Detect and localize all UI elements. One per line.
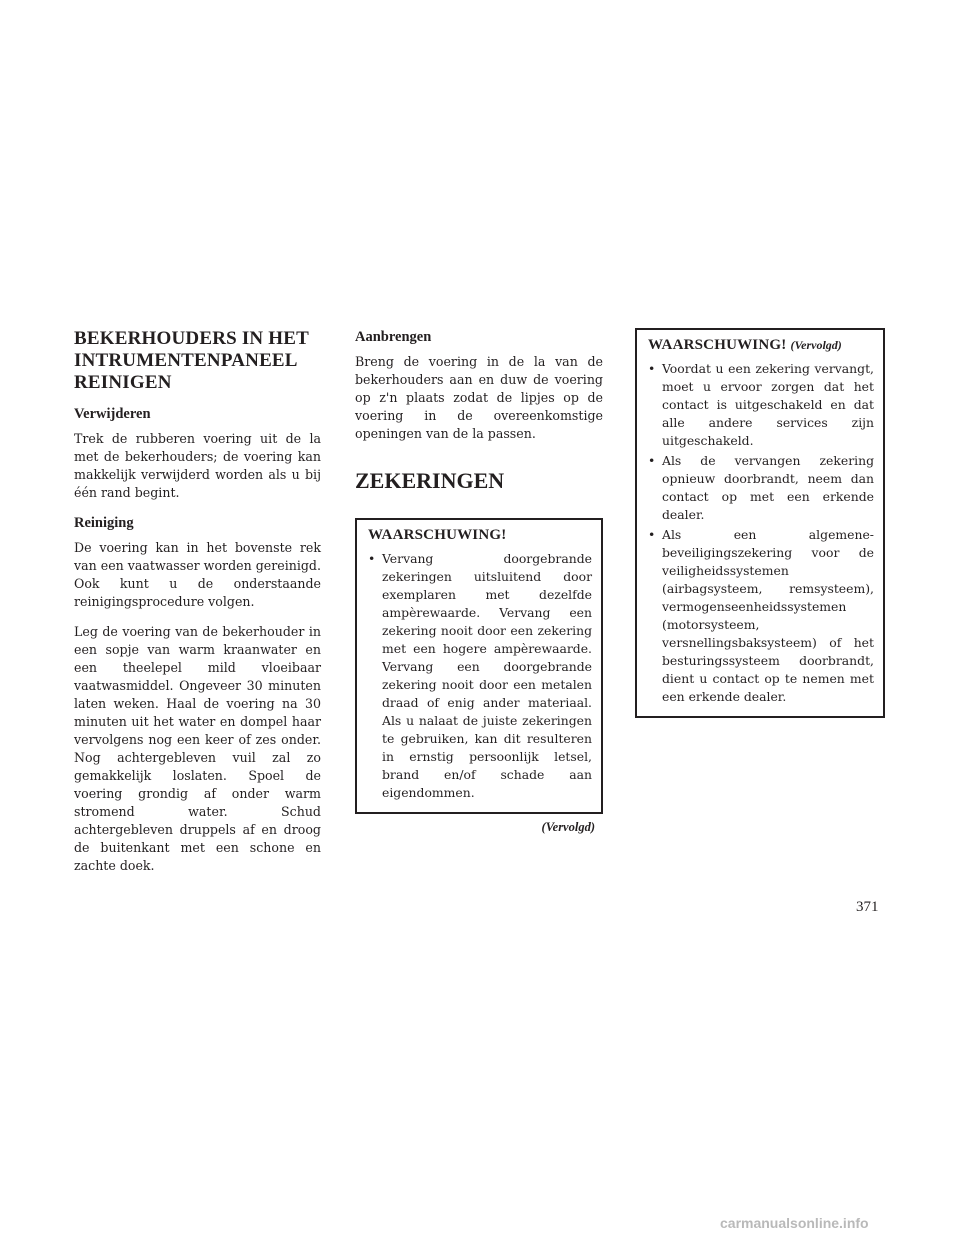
- page-number: 371: [856, 899, 879, 915]
- bullet-icon: •: [368, 551, 376, 566]
- bullet-icon: •: [648, 361, 656, 376]
- continued-note: (Vervolgd): [541, 820, 595, 834]
- warning-list: [368, 550, 592, 802]
- warning-item: [648, 452, 874, 524]
- section-title-zekeringen: ZEKERINGEN: [355, 468, 505, 493]
- warning-list-continued: [648, 360, 874, 706]
- paragraph-reiniging-2: Leg de voering van de bekerhouder in een sopje van warm kraanwater en een theelepel mild vloeibaar vaatwasmiddel. Ongeveer 30 minuten laten weken. Haal de voering na 30 minuten uit het water en dompel haar vervolgens nog een keer of zes onder. Nog achtergebleven vuil zal zo gemakkelijk loslaten. Spoel de voering grondig af onder warm stromend water. Schud achtergebleven druppels af en droog de buitenkant met een schone en zachte doek.: [74, 624, 321, 873]
- watermark: carmanualsonline.info: [720, 1215, 869, 1231]
- warning-item-text: Vervang doorgebrande zekeringen uitsluitend door exemplaren met dezelfde ampèrewaarde. Vervang een zekering nooit door een zekering met een hogere ampèrewaarde. Vervang een doorgebrande zekering nooit door een metalen draad of enig ander materiaal. Als u nalaat de juiste zekeringen te gebruiken, kan dit resulteren in ernstig persoonlijk letsel, brand en/of schade aan eigendommen.: [382, 551, 592, 800]
- right-column: [635, 328, 885, 718]
- paragraph-verwijderen: Trek de rubberen voering uit de la met de bekerhouders; de voering kan makkelijk verwijderd worden als u bij één rand begint.: [74, 431, 321, 500]
- subhead-reiniging: Reiniging: [74, 515, 134, 531]
- bullet-icon: •: [648, 453, 656, 468]
- subhead-verwijderen: Verwijderen: [74, 406, 151, 422]
- subhead-aanbrengen: Aanbrengen: [355, 329, 432, 345]
- warning-item-text: Voordat u een zekering vervangt, moet u ervoor zorgen dat het contact is uitgeschakeld en dat alle andere services zijn uitgeschakeld.: [662, 361, 874, 448]
- paragraph-reiniging-1: De voering kan in het bovenste rek van een vaatwasser worden gereinigd. Ook kunt u de onderstaande reinigingsprocedure volgen.: [74, 540, 321, 609]
- warning-item: [648, 526, 874, 706]
- warning-box: [355, 518, 603, 814]
- warning-title-continued: [648, 335, 874, 355]
- section-title-cupholders: BEKERHOUDERS IN HET INTRUMENTENPANEEL REINIGEN: [74, 328, 309, 393]
- left-column: [74, 328, 321, 887]
- warning-title-text: WAARSCHUWING!: [648, 337, 787, 353]
- warning-item-text: Als de vervangen zekering opnieuw doorbrandt, neem dan contact op met een erkende dealer.: [662, 453, 874, 522]
- warning-title: WAARSCHUWING!: [368, 527, 507, 543]
- warning-continued-label: (Vervolgd): [790, 338, 842, 352]
- bullet-icon: •: [648, 527, 656, 542]
- warning-box-continued: [635, 328, 885, 718]
- warning-item: [648, 360, 874, 450]
- middle-column: [355, 328, 603, 835]
- paragraph-aanbrengen: Breng de voering in de la van de bekerhouders aan en duw de voering op z'n plaats zodat de lipjes op de voering in de overeenkomstige openingen van de la passen.: [355, 354, 603, 441]
- warning-item: [368, 550, 592, 802]
- warning-item-text: Als een algemene-beveiligingszekering voor de veiligheidssystemen (airbagsysteem, remsysteem), vermogenseenheidssystemen (motorsysteem, versnellingsbaksysteem) of het besturingssysteem doorbrandt, dient u contact op te nemen met een erkende dealer.: [662, 527, 874, 704]
